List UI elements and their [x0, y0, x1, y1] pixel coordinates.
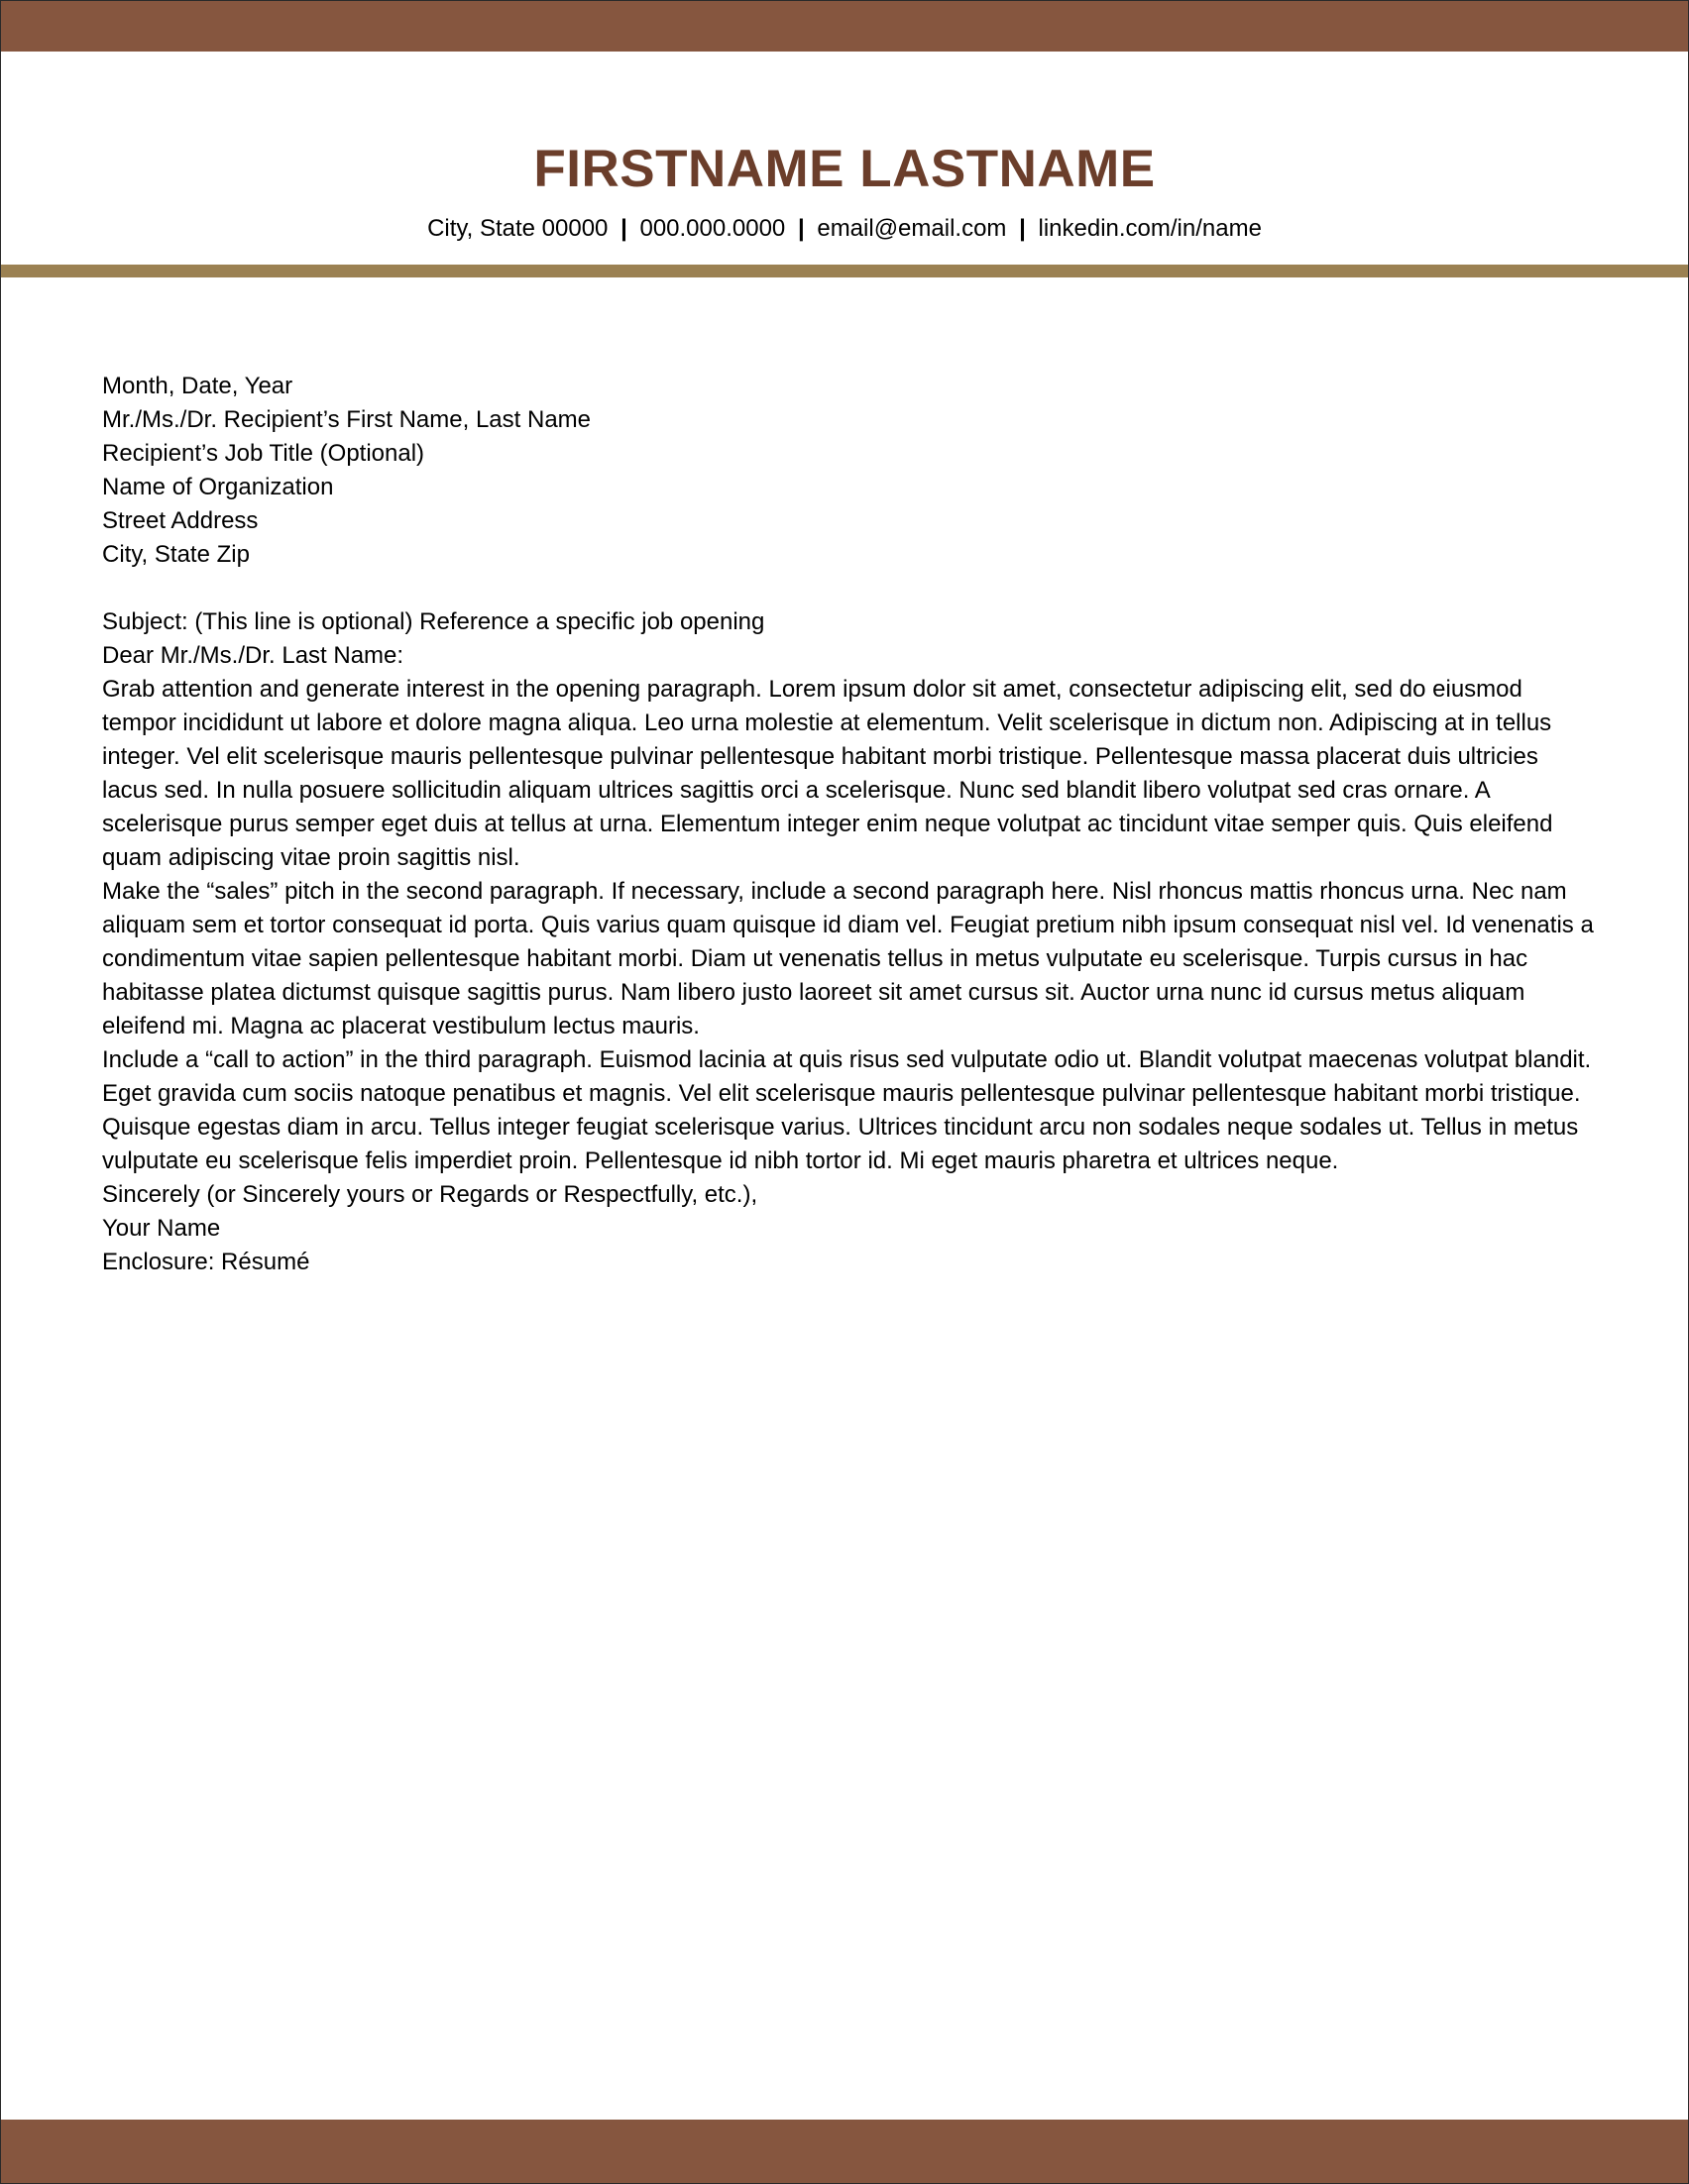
enclosure-line: Enclosure: Résumé [102, 1249, 310, 1275]
letterhead [1, 135, 1688, 246]
recipient-job-title: Recipient’s Job Title (Optional) [102, 440, 425, 467]
recipient-street: Street Address [102, 507, 259, 534]
opening-paragraph: Grab attention and generate interest in the opening paragraph. Lorem ipsum dolor sit amet, consectetur adipiscing elit, sed do eiusmod tempor incididunt ut labore et dolore magna aliqua. Leo urna molestie at elementum. Velit scelerisque in dictum non. Adipiscing at in tellus integer. Vel elit scelerisque mauris pellentesque pulvinar pellentesque habitant morbi tristique. Pellentesque massa placerat duis ultricies lacus sed. In nulla posuere sollicitudin aliquam ultrices sagittis orci a scelerisque. Nunc sed blandit libero volutpat sed cras ornare. A scelerisque purus semper eget duis at tellus at urna. Elementum integer enim neque volutpat ac tincidunt vitae semper quis. Quis eleifend quam adipiscing vitae proin sagittis nisl. [102, 676, 1553, 871]
contact-city-state: City, State 00000 [427, 215, 609, 242]
header-divider-rule [1, 265, 1688, 277]
recipient-organization: Name of Organization [102, 474, 334, 500]
salutation: Dear Mr./Ms./Dr. Last Name: [102, 642, 404, 669]
sender-name: FIRSTNAME LASTNAME [533, 140, 1156, 198]
third-paragraph: Include a “call to action” in the third paragraph. Euismod lacinia at quis risus sed vulputate odio ut. Blandit volutpat maecenas volutpat blandit. Eget gravida cum sociis natoque penatibus et magnis. Vel elit scelerisque mauris pellentesque pulvinar pellentesque habitant morbi tristique. Quisque egestas diam in arcu. Tellus integer feugiat scelerisque varius. Ultrices tincidunt arcu non sodales neque sodales ut. Tellus in metus vulputate eu scelerisque felis imperdiet proin. Pellentesque id nibh tortor id. Mi eget mauris pharetra et ultrices neque. [102, 1046, 1592, 1174]
subject-line: Subject: (This line is optional) Reference a specific job opening [102, 608, 765, 635]
second-paragraph: Make the “sales” pitch in the second paragraph. If necessary, include a second paragraph here. Nisl rhoncus mattis rhoncus urna. Nec nam aliquam sem et tortor consequat id porta. Quis varius quam quisque id diam vel. Feugiat pretium nibh ipsum consequat nisl vel. Id venenatis a condimentum vitae sapien pellentesque habitant morbi. Diam ut venenatis tellus in metus vulputate eu scelerisque. Turpis cursus in hac habitasse platea dictumst quisque sagittis purus. Nam libero justo laoreet sit amet cursus sit. Auctor urna nunc id cursus metus aliquam eleifend mi. Magna ac placerat vestibulum lectus mauris. [102, 878, 1594, 1039]
contact-email: email@email.com [817, 215, 1007, 242]
bottom-color-band [1, 2120, 1688, 2183]
recipient-address [102, 403, 1599, 572]
contact-separator: | [797, 215, 805, 242]
letter-body [102, 370, 1599, 1279]
contact-separator: | [620, 215, 627, 242]
contact-linkedin: linkedin.com/in/name [1038, 215, 1262, 242]
recipient-city-state-zip: City, State Zip [102, 541, 250, 568]
top-color-band [1, 1, 1688, 52]
signature-name: Your Name [102, 1215, 221, 1242]
letter-date: Month, Date, Year [102, 373, 293, 399]
contact-separator: | [1019, 215, 1026, 242]
contact-line [1, 212, 1688, 246]
contact-phone: 000.000.0000 [639, 215, 786, 242]
closing: Sincerely (or Sincerely yours or Regards or Respectfully, etc.), [102, 1181, 758, 1208]
recipient-name: Mr./Ms./Dr. Recipient’s First Name, Last Name [102, 406, 592, 433]
